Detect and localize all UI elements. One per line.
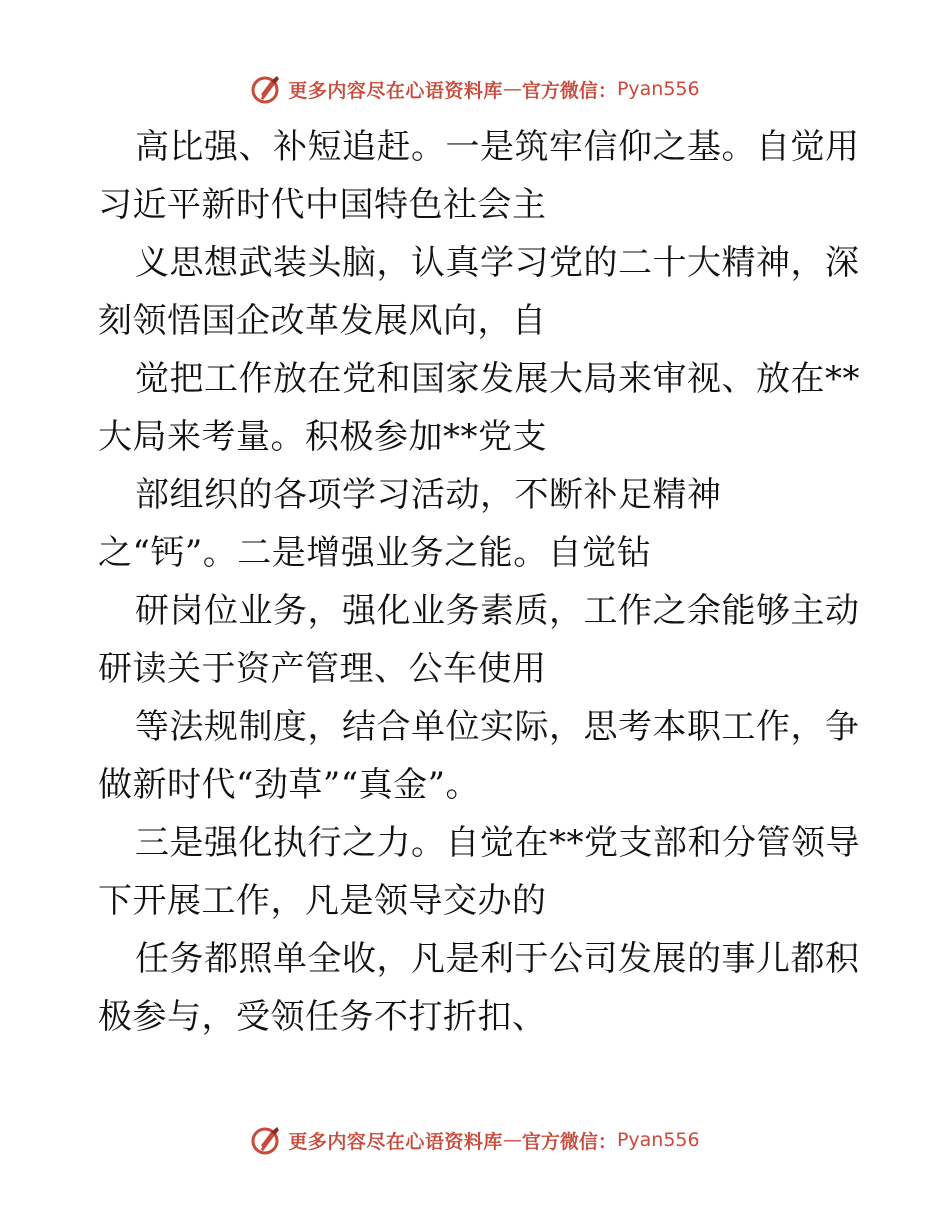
text-line: 下开展工作，凡是领导交办的 (98, 881, 547, 921)
text-line: 极参与，受领任务不打折扣、 (98, 997, 547, 1037)
banner-main-text: 更多内容尽在心语资料库 (288, 79, 503, 102)
text-line: 等法规制度，结合单位实际，思考本职工作，争 (135, 707, 860, 747)
text-line: 任务都照单全收，凡是利于公司发展的事儿都积 (135, 939, 860, 979)
text-line: 之“钙”。二是增强业务之能。自觉钻 (98, 533, 652, 573)
text-line: 三是强化执行之力。自觉在**党支部和分管领导 (135, 823, 860, 863)
text-line: 高比强、补短追赶。一是筑牢信仰之基。自觉用 (135, 127, 860, 167)
text-line: 研岗位业务，强化业务素质，工作之余能够主动 (135, 591, 860, 631)
text-line: 习近平新时代中国特色社会主 (98, 185, 547, 225)
text-line: 刻领悟国企改革发展风向，自 (98, 301, 547, 341)
banner-main-text: 更多内容尽在心语资料库 (288, 1130, 503, 1153)
pen-logo-icon (250, 1124, 282, 1156)
text-line: 部组织的各项学习活动，不断补足精神 (135, 475, 722, 515)
text-line: 研读关于资产管理、公车使用 (98, 649, 547, 689)
text-line: 觉把工作放在党和国家发展大局来审视、放在** (135, 359, 860, 399)
text-line: 义思想武装头脑，认真学习党的二十大精神，深 (135, 243, 860, 283)
banner-dash: — (502, 1129, 522, 1151)
banner-wechat-id: Pyan556 (616, 78, 700, 100)
banner-wechat-label: 官方微信： (521, 1130, 617, 1153)
pen-logo-icon (250, 73, 282, 105)
text-line: 做新时代“劲草”“真金”。 (98, 765, 481, 805)
header-banner (0, 72, 950, 106)
document-body (98, 118, 858, 1046)
footer-banner (0, 1123, 950, 1157)
banner-dash: — (502, 78, 522, 100)
text-line: 大局来考量。积极参加**党支 (98, 417, 547, 457)
banner-wechat-id: Pyan556 (616, 1129, 700, 1151)
banner-wechat-label: 官方微信： (521, 79, 617, 102)
